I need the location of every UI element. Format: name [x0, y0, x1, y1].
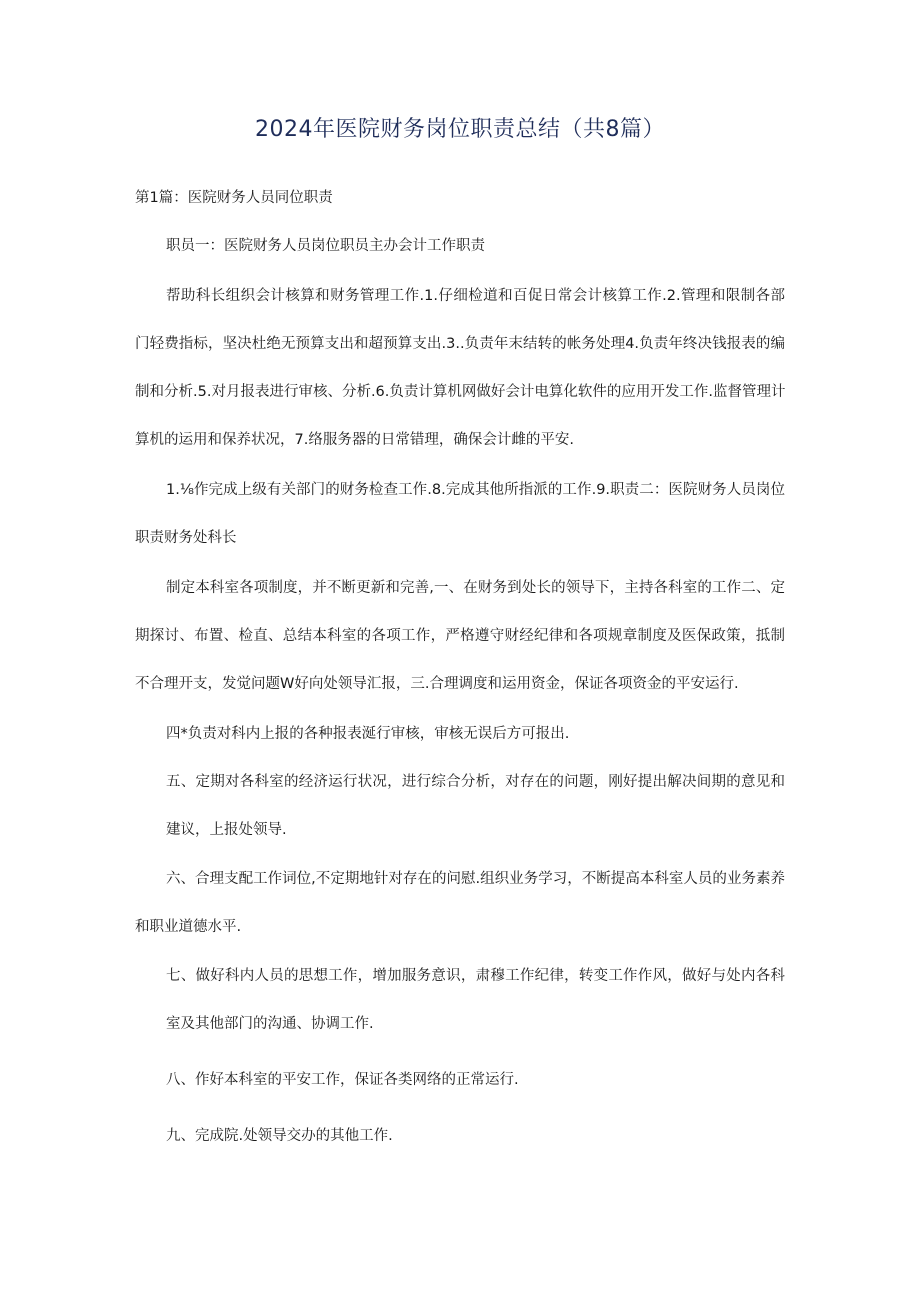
paragraph-line: 九、完成院.处领导交办的其他工作. — [166, 1128, 393, 1144]
section-heading: 第1篇：医院财务人员同位职责 — [135, 190, 333, 206]
paragraph-line: 五、定期对各科室的经济运行状况，进行综合分析，对存在的问题，刚好提出解决间期的意见和 — [166, 774, 785, 790]
paragraph-line: 和职业道德水平. — [135, 919, 242, 935]
paragraph-line: 制定本科室各项制度，并不断更新和完善,一、在财务到处长的领导下，主持各科室的工作二、定 — [166, 580, 785, 596]
paragraph-line: 帮助科长组织会计核算和财务管理工作.1.仔细检道和百促日常会计核算工作.2.管理和限制各部 — [166, 288, 785, 304]
paragraph-line: 期探讨、布置、检直、总结本科室的各项工作，严格遵守财经纪律和各项规章制度及医保政策，抵制 — [135, 628, 785, 644]
paragraph-line: 算机的运用和保养状况，7.络服务器的日常错理，确保会计雌的平安. — [135, 432, 574, 448]
paragraph-line: 1.⅛作完成上级有关部门的财务检查工作.8.完成其他所指派的工作.9.职责二：医院财务人员岗位 — [166, 482, 785, 498]
paragraph-line: 七、做好科内人员的思想工作，增加服务意识，肃穆工作纪律，转变工作作风，做好与处内各科 — [166, 968, 785, 984]
paragraph-line: 建议，上报处领导. — [166, 822, 287, 838]
document-title: 2024年医院财务岗位职责总结（共8篇） — [255, 117, 665, 142]
paragraph-line: 八、作好本科室的平安工作，保证各类网络的正常运行. — [166, 1072, 519, 1088]
subsection-heading: 职员一：医院财务人员岗位职员主办会计工作职责 — [166, 238, 485, 254]
paragraph-line: 六、合理支配工作词位,不定期地针对存在的问慰.组织业务学习，不断提高本科室人员的业务素养 — [166, 871, 785, 887]
paragraph-line: 四*负责对科内上报的各种报表涎行审核，审核无误后方可报出. — [166, 726, 570, 742]
paragraph-line: 不合理开支，发觉问题W好向处领导汇报，三.合理调度和运用资金，保证各项资金的平安运行. — [135, 676, 739, 692]
paragraph-line: 室及其他部门的沟通、协调工作. — [166, 1016, 374, 1032]
paragraph-line: 制和分析.5.对月报表进行审核、分析.6.负责计算机网做好会计电算化软件的应用开发工作.监督管理计 — [135, 384, 786, 400]
paragraph-line: 门轻费指标，坚决杜绝无预算支出和超预算支出.3..负责年末结转的帐务处理4.负责年终决钱报表的编 — [135, 336, 785, 352]
paragraph-line: 职责财务处科长 — [135, 530, 237, 546]
